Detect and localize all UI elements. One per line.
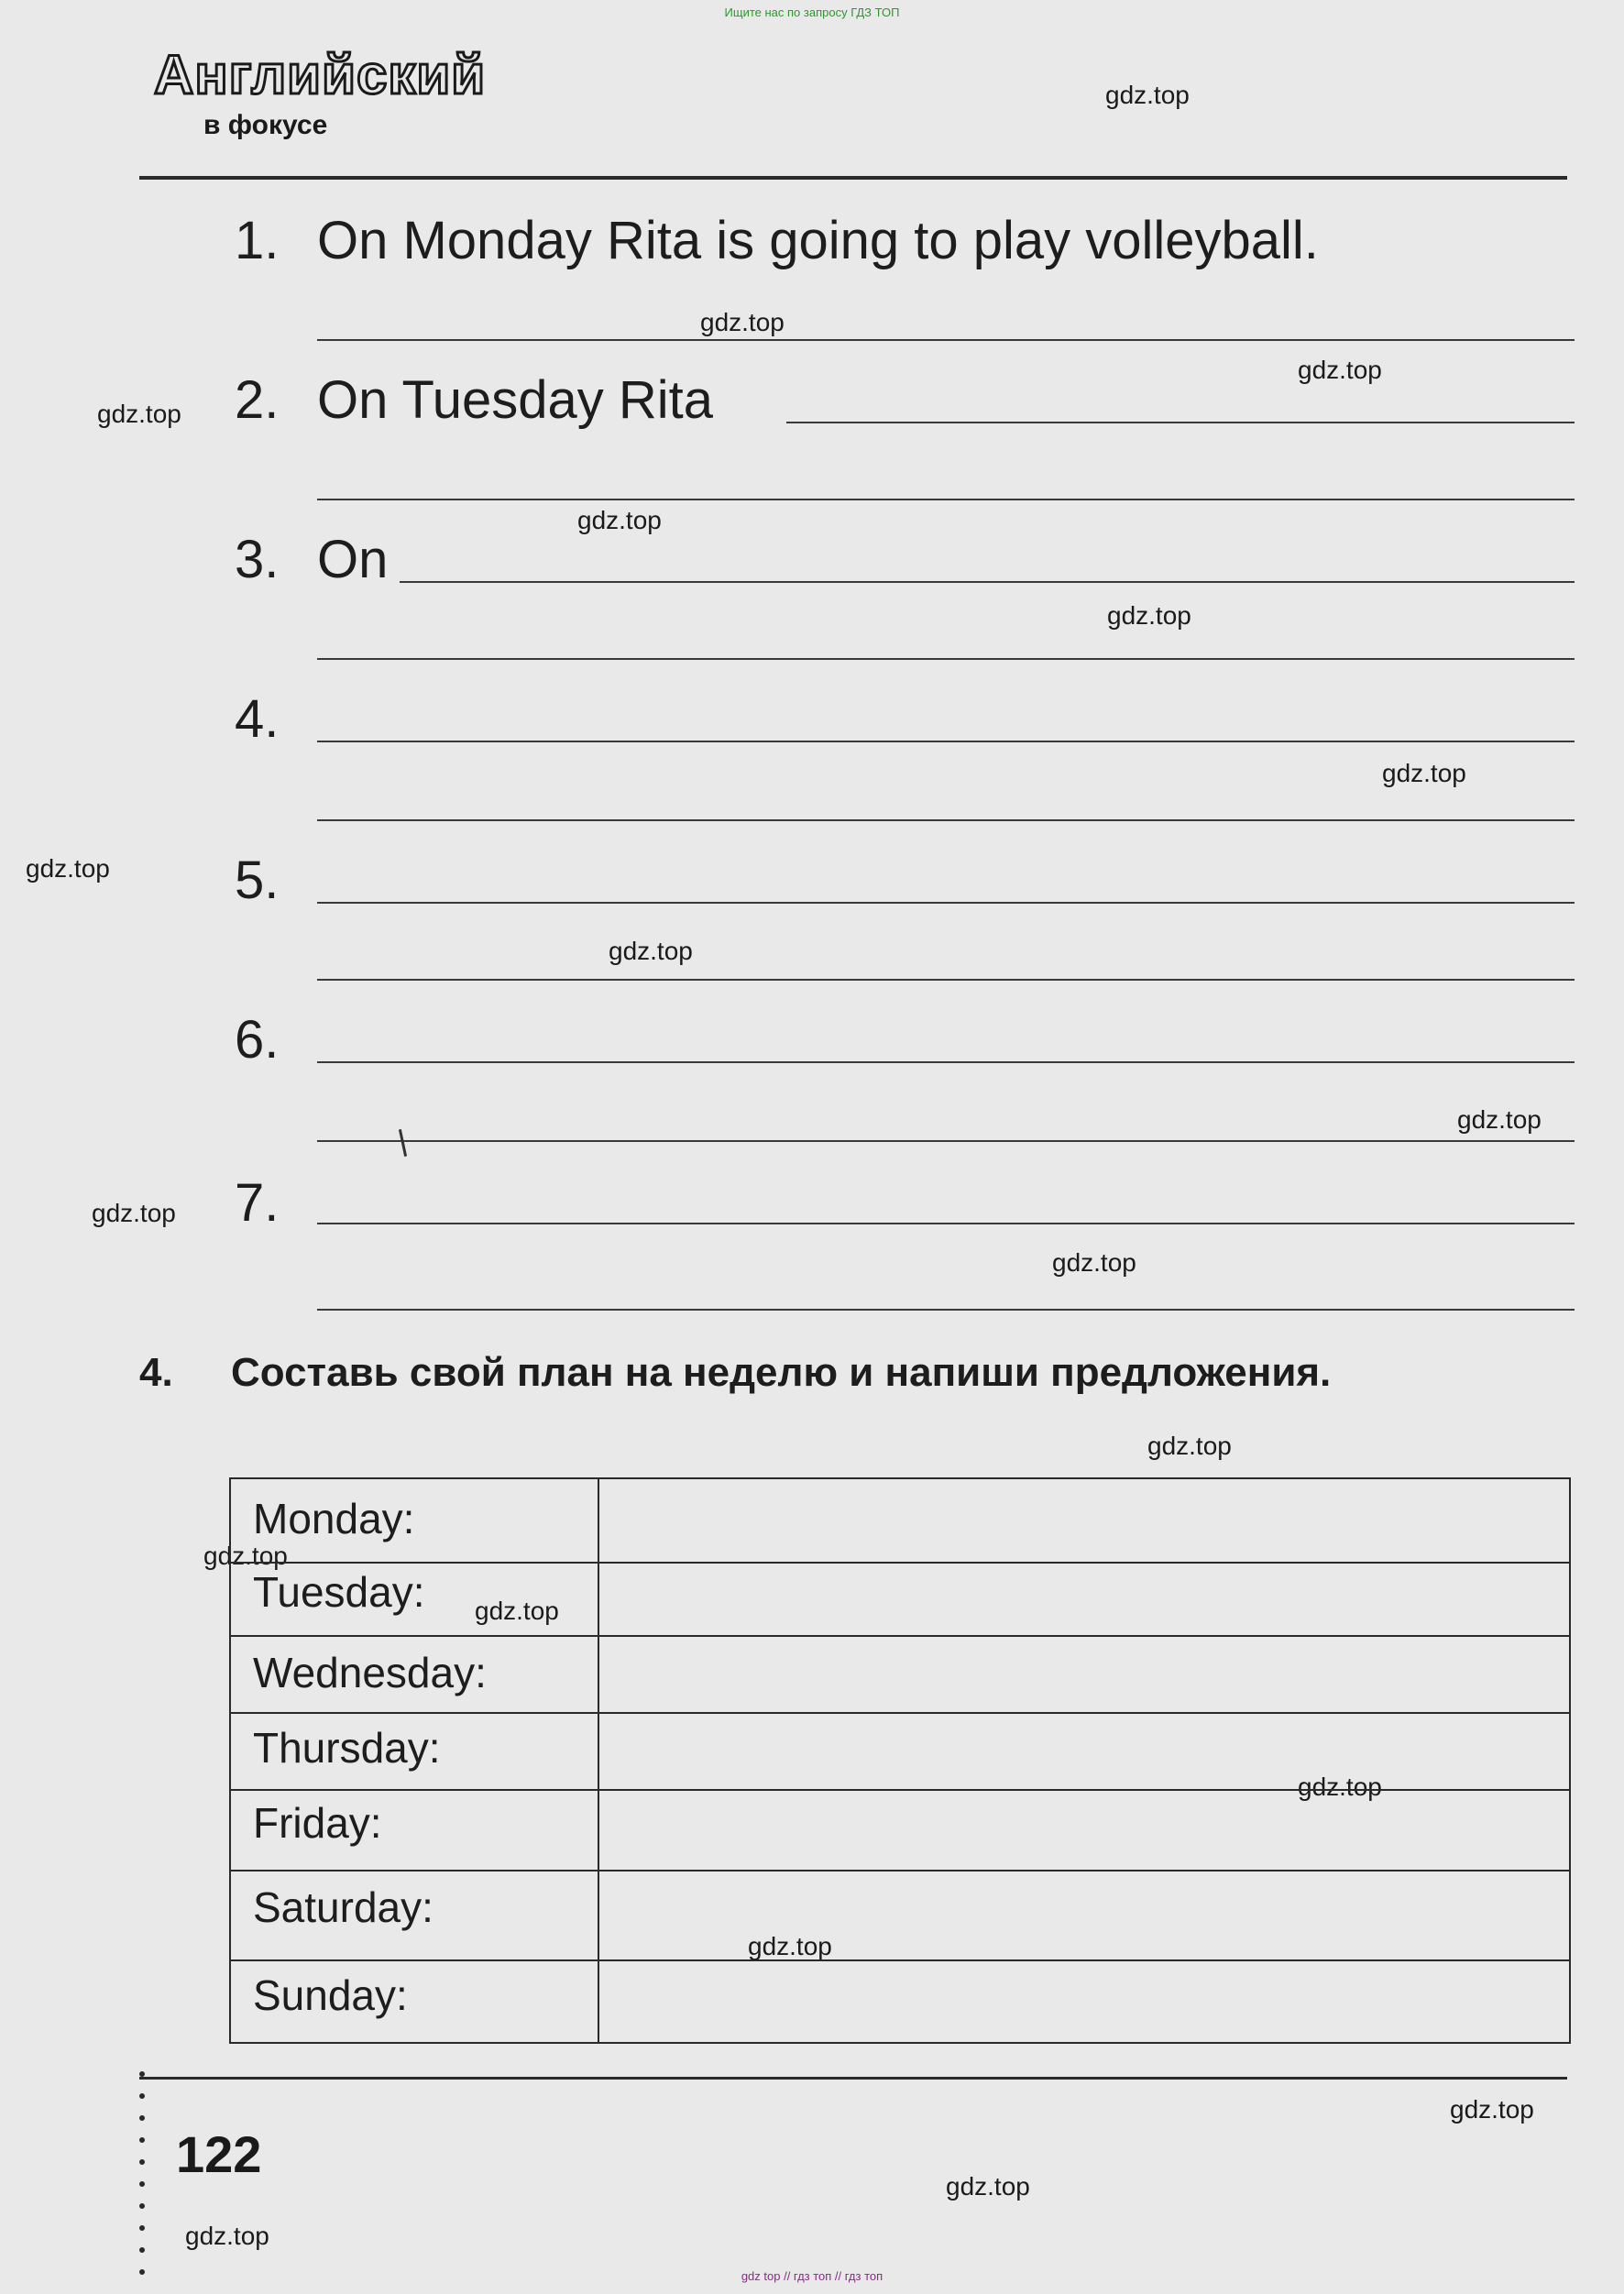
- watermark: gdz.top: [1298, 1773, 1382, 1801]
- watermark: gdz.top: [92, 1199, 176, 1227]
- page-number: 122: [176, 2125, 262, 2183]
- exercise-number: 4.: [139, 1350, 173, 1395]
- watermark: gdz.top: [1052, 1248, 1136, 1277]
- plan-row-tuesday[interactable]: [231, 1564, 1569, 1637]
- plan-row-friday[interactable]: [231, 1791, 1569, 1871]
- footer-rule: [139, 2077, 1567, 2080]
- watermark: gdz.top: [1298, 356, 1382, 384]
- plan-row-sunday[interactable]: [231, 1961, 1569, 2042]
- answer-line[interactable]: [317, 658, 1575, 660]
- watermark: gdz.top: [1147, 1432, 1232, 1460]
- item-number: 4.: [235, 689, 280, 749]
- answer-line[interactable]: [317, 979, 1575, 981]
- watermark: gdz.top: [185, 2222, 269, 2250]
- watermark: gdz.top: [1450, 2095, 1534, 2124]
- exercise-instruction: [139, 1347, 1569, 1399]
- day-label: Friday:: [253, 1799, 382, 1847]
- item-sentence: On Monday Rita is going to play volleyball.: [317, 211, 1319, 270]
- item-number: 2.: [235, 370, 280, 430]
- logo-subtitle: в фокусе: [203, 110, 328, 140]
- watermark: gdz.top: [946, 2172, 1030, 2201]
- plan-row-wednesday[interactable]: [231, 1637, 1569, 1714]
- watermark: gdz.top: [97, 400, 181, 428]
- dot: [139, 2115, 145, 2121]
- dot: [139, 2093, 145, 2099]
- item-sentence: On Tuesday Rita: [317, 370, 713, 430]
- dot: [139, 2181, 145, 2187]
- watermark: gdz.top: [609, 937, 693, 965]
- watermark: gdz.top: [1107, 601, 1191, 630]
- day-label: Tuesday:: [253, 1568, 425, 1616]
- dot: [139, 2225, 145, 2231]
- day-label: Saturday:: [253, 1883, 433, 1931]
- answer-line[interactable]: [400, 581, 1575, 583]
- margin-dots: [139, 2071, 145, 2291]
- item-number: 3.: [235, 530, 280, 589]
- answer-line[interactable]: [317, 741, 1575, 742]
- item-number: 1.: [235, 211, 280, 270]
- watermark: gdz.top: [26, 854, 110, 883]
- day-label: Monday:: [253, 1495, 415, 1542]
- answer-line[interactable]: [317, 1061, 1575, 1063]
- bottom-banner: gdz top // гдз топ // гдз топ: [741, 2269, 883, 2283]
- pen-mark: [399, 1129, 407, 1157]
- dot: [139, 2137, 145, 2143]
- watermark: gdz.top: [1105, 81, 1190, 109]
- dot: [139, 2071, 145, 2077]
- dot: [139, 2159, 145, 2165]
- watermark: gdz.top: [475, 1597, 559, 1625]
- instruction-text: Составь свой план на неделю и напиши предложения.: [231, 1350, 1332, 1395]
- watermark: gdz.top: [577, 506, 662, 534]
- answer-line[interactable]: [317, 819, 1575, 821]
- item-number: 5.: [235, 851, 280, 910]
- watermark: gdz.top: [1457, 1105, 1542, 1134]
- answer-line[interactable]: [317, 902, 1575, 904]
- day-label: Thursday:: [253, 1724, 441, 1772]
- day-label: Wednesday:: [253, 1649, 487, 1696]
- answer-line[interactable]: [317, 499, 1575, 500]
- dot: [139, 2269, 145, 2275]
- watermark: gdz.top: [203, 1542, 288, 1570]
- watermark: gdz.top: [700, 308, 785, 336]
- answer-line[interactable]: [317, 1223, 1575, 1224]
- dot: [139, 2203, 145, 2209]
- item-sentence: On: [317, 530, 389, 589]
- answer-line[interactable]: [317, 339, 1575, 341]
- week-plan-table: [229, 1477, 1571, 2044]
- dot: [139, 2247, 145, 2253]
- item-number: 6.: [235, 1010, 280, 1070]
- plan-row-thursday[interactable]: [231, 1714, 1569, 1791]
- logo-title: Английский: [154, 44, 487, 105]
- answer-line[interactable]: [786, 422, 1575, 423]
- plan-row-saturday[interactable]: [231, 1871, 1569, 1961]
- day-label: Sunday:: [253, 1971, 408, 2019]
- top-banner: Ищите нас по запросу ГДЗ ТОП: [724, 5, 900, 19]
- plan-row-monday[interactable]: [231, 1479, 1569, 1564]
- answer-line[interactable]: [317, 1309, 1575, 1311]
- item-number: 7.: [235, 1173, 280, 1233]
- header-rule: [139, 176, 1567, 180]
- answer-line[interactable]: [317, 1140, 1575, 1142]
- watermark: gdz.top: [748, 1932, 832, 1960]
- watermark: gdz.top: [1382, 759, 1466, 787]
